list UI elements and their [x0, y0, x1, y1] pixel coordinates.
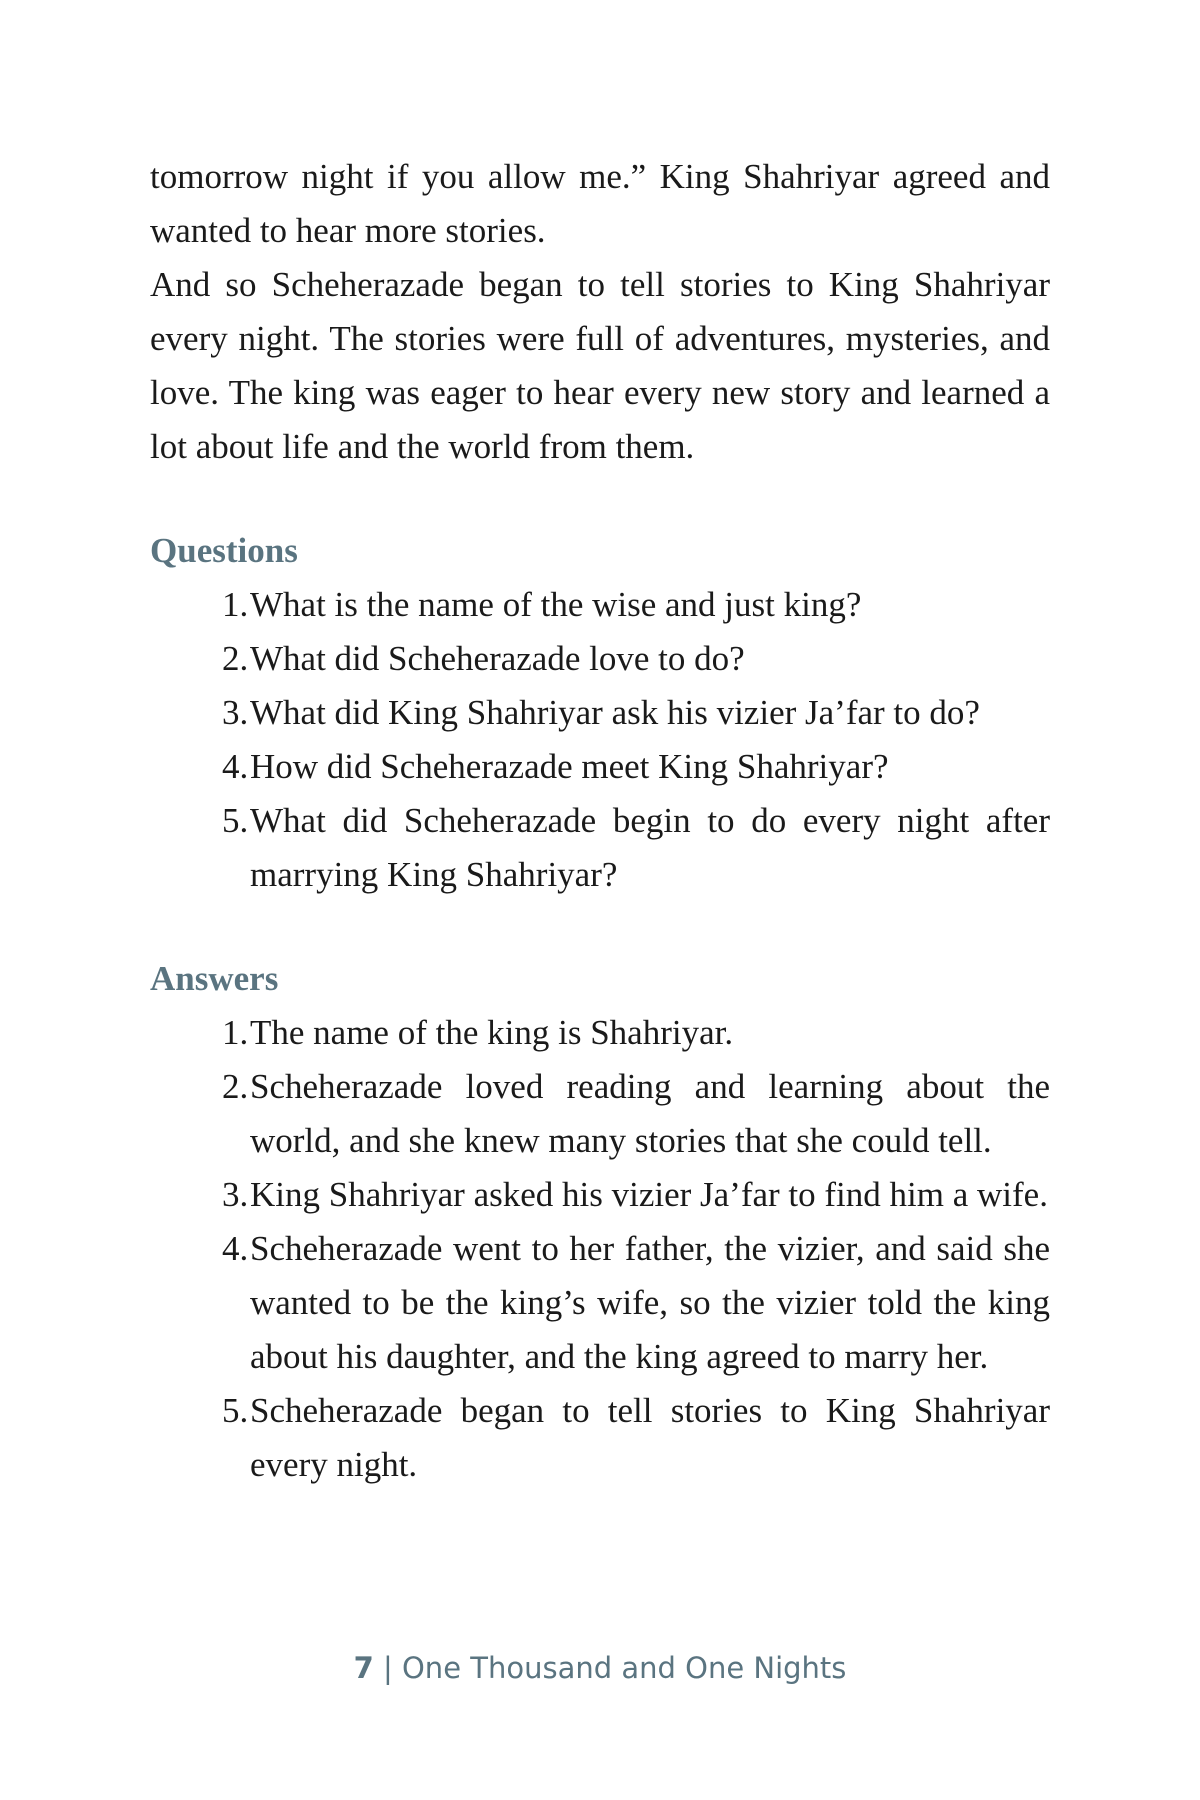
answer-item — [150, 1168, 1050, 1222]
answer-text: Scheherazade began to tell stories to King Shahriyar every night. — [250, 1391, 1050, 1484]
list-number: 3. — [222, 1175, 249, 1214]
answers-list — [150, 1006, 1050, 1492]
question-item — [150, 740, 1050, 794]
question-item — [150, 686, 1050, 740]
paragraph: tomorrow night if you allow me.” King Shahriyar agreed and wanted to hear more stories. — [150, 157, 1050, 250]
page-footer — [0, 1648, 1200, 1688]
answer-item — [150, 1384, 1050, 1492]
questions-heading: Questions — [150, 531, 298, 570]
question-item — [150, 578, 1050, 632]
answer-item — [150, 1006, 1050, 1060]
answer-item — [150, 1222, 1050, 1384]
question-item — [150, 794, 1050, 902]
questions-list — [150, 578, 1050, 902]
page-content — [150, 150, 1050, 1492]
list-number: 1. — [222, 1013, 249, 1052]
list-number: 1. — [222, 585, 249, 624]
question-text: How did Scheherazade meet King Shahriyar? — [250, 747, 889, 786]
answer-text: The name of the king is Shahriyar. — [250, 1013, 734, 1052]
list-number: 4. — [222, 1229, 249, 1268]
list-number: 2. — [222, 639, 249, 678]
question-text: What did Scheherazade love to do? — [250, 639, 745, 678]
answers-heading: Answers — [150, 959, 279, 998]
question-item — [150, 632, 1050, 686]
question-text: What did Scheherazade begin to do every night after marrying King Shahriyar? — [250, 801, 1050, 894]
footer-separator: | — [382, 1651, 393, 1685]
list-number: 5. — [222, 801, 249, 840]
answer-text: King Shahriyar asked his vizier Ja’far to find him a wife. — [250, 1175, 1048, 1214]
list-number: 2. — [222, 1067, 249, 1106]
question-text: What is the name of the wise and just king? — [250, 585, 862, 624]
book-title: One Thousand and One Nights — [401, 1651, 847, 1685]
list-number: 4. — [222, 747, 249, 786]
paragraph: And so Scheherazade began to tell stories to King Shahriyar every night. The stories were full of adventures, mysteries, and love. The king was eager to hear every new story and learned a lot about life and the world from them. — [150, 265, 1050, 466]
answer-text: Scheherazade went to her father, the vizier, and said she wanted to be the king’s wife, so the vizier told the king about his daughter, and the king agreed to marry her. — [250, 1229, 1050, 1376]
list-number: 3. — [222, 693, 249, 732]
answer-text: Scheherazade loved reading and learning about the world, and she knew many stories that she could tell. — [250, 1067, 1050, 1160]
list-number: 5. — [222, 1391, 249, 1430]
page-number: 7 — [353, 1651, 374, 1685]
question-text: What did King Shahriyar ask his vizier Ja’far to do? — [250, 693, 980, 732]
answer-item — [150, 1060, 1050, 1168]
